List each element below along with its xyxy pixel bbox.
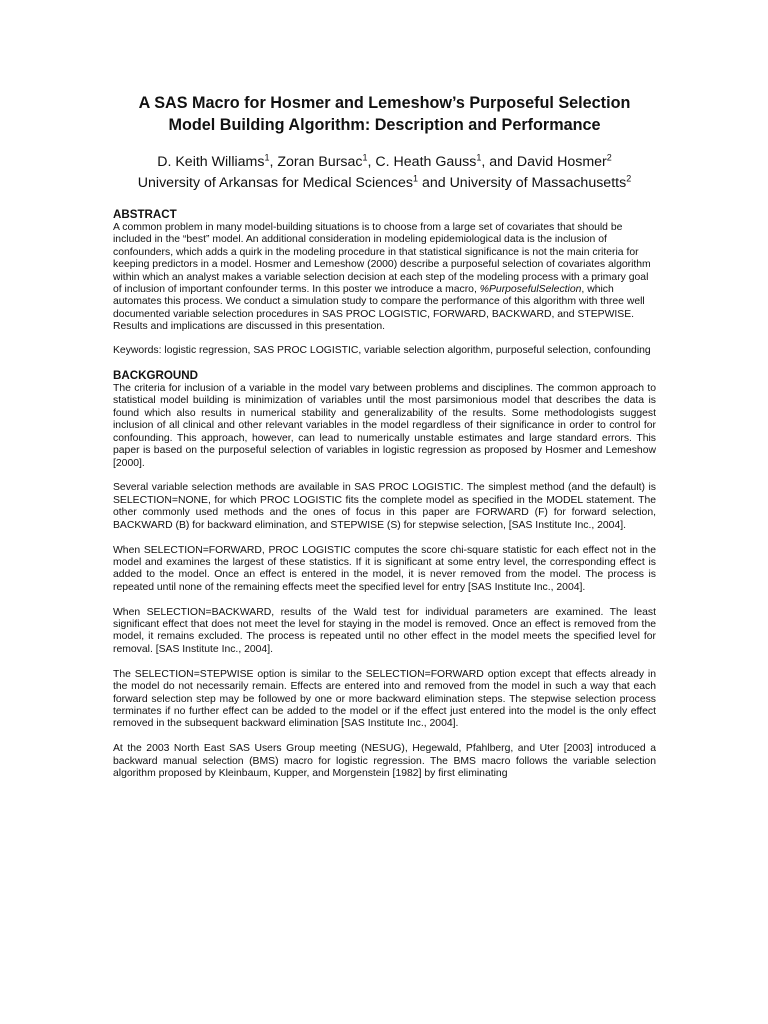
author-separator: , — [367, 154, 376, 170]
affiliation-mark: 1 — [264, 152, 270, 163]
background-paragraph-2: Several variable selection methods are available in SAS PROC LOGISTIC. The simplest method (and the default) is SELECTION=NONE, for which PROC LOGISTIC fits the complete model as specified in the MODEL statement. The other commonly used methods and the ones of focus in this paper are FORWARD (F) for forward selection, BACKWARD (B) for backward elimination, and STEPWISE (S) for stepwise selection, [SAS Institute Inc., 2004]. — [113, 482, 656, 531]
affiliation-list — [113, 173, 656, 194]
author-separator: , and — [481, 154, 517, 170]
affiliation-mark: 1 — [476, 152, 482, 163]
title-line-2: Model Building Algorithm: Description and Performance — [168, 116, 601, 134]
keywords: Keywords: logistic regression, SAS PROC LOGISTIC, variable selection algorithm, purposeful selection, confounding — [113, 344, 651, 356]
background-paragraph-6: At the 2003 North East SAS Users Group meeting (NESUG), Hegewald, Pfahlberg, and Uter [2003] introduced a backward manual selection (BMS) macro for logistic regression. The BMS macro follows the variable selection algorithm proposed by Kleinbaum, Kupper, and Morgenstein [1982] by first eliminating — [113, 743, 656, 780]
background-paragraph-5: The SELECTION=STEPWISE option is similar to the SELECTION=FORWARD option except that effects already in the model do not necessarily remain. Effects are entered into and removed from the model in such a way that each forward selection step may be followed by one or more backward elimination steps. The stepwise selection process terminates if no further effect can be added to the model or if the effect just entered into the model is the only effect removed in the subsequent backward elimination [SAS Institute Inc., 2004]. — [113, 668, 656, 730]
affiliation-mark: 2 — [626, 173, 632, 184]
author-name: Zoran Bursac — [277, 154, 363, 170]
author-name: C. Heath Gauss — [375, 154, 477, 170]
author-separator: , — [269, 154, 278, 170]
abstract-text-part-1: A common problem in many model-building situations is to choose from a large set of covariates that should be included in the “best” model. An additional consideration in modeling epidemiological data is the inclusion of confounders, which adds a quirk in the modeling procedure in that statistical significance is not the main criteria for keeping predictors in a model. Hosmer and Lemeshow (2000) describe a purposeful selection of covariates algorithm within which an analyst makes a variable selection decision at each step of the modeling process with a primary goal of inclusion of important confounder terms. In this poster we introduce a macro, — [113, 222, 651, 296]
affiliation-name: University of Massachusetts — [449, 175, 627, 191]
author-name: David Hosmer — [516, 154, 607, 170]
affiliation-mark: 2 — [606, 152, 612, 163]
background-paragraph-1: The criteria for inclusion of a variable in the model vary between problems and disciplines. The common approach to statistical model building is minimization of variables until the most parsimonious model that describes the data is found which also results in numerical stability and generalizability of the results. Some methodologists suggest inclusion of all clinical and other relevant variables in the model regardless of their significance in order to control for confounding. This approach, however, can lead to numerically unstable estimates and large standard errors. This paper is based on the purposeful selection of variables in logistic regression as proposed by Hosmer and Lemeshow [2000]. — [113, 383, 656, 469]
affiliation-name: University of Arkansas for Medical Sciences — [137, 175, 413, 191]
background-paragraph-3: When SELECTION=FORWARD, PROC LOGISTIC computes the score chi-square statistic for each effect not in the model and examines the largest of these statistics. If it is significant at some entry level, the corresponding effect is added to the model. Once an effect is entered in the model, it is never removed from the model. The process is repeated until none of the remaining effects meet the specified level for entry [SAS Institute Inc., 2004]. — [113, 544, 656, 593]
background-paragraph-4: When SELECTION=BACKWARD, results of the Wald test for individual parameters are examined. The least significant effect that does not meet the level for staying in the model is removed. Once an effect is removed from the model, it remains excluded. The process is repeated until no other effect in the model meets the specified level for removal. [SAS Institute Inc., 2004]. — [113, 606, 656, 655]
background-heading: BACKGROUND — [113, 369, 199, 383]
title-line-1: A SAS Macro for Hosmer and Lemeshow’s Purposeful Selection — [138, 94, 631, 112]
abstract-text — [113, 222, 656, 334]
author-list — [113, 152, 656, 173]
author-block — [113, 152, 656, 194]
affiliation-mark: 1 — [362, 152, 368, 163]
abstract-text-part-2: , which automates this process. We conduct a simulation study to compare the performance of this algorithm with three well documented variable selection procedures in SAS PROC LOGISTIC, FORWARD, BACKWARD, and STEPWISE. Results and implications are discussed in this presentation. — [113, 284, 645, 333]
macro-name: %PurposefulSelection — [479, 284, 582, 296]
abstract-heading: ABSTRACT — [113, 208, 177, 221]
affiliation-mark: 1 — [412, 173, 418, 184]
paper-page — [113, 92, 656, 781]
author-name: D. Keith Williams — [157, 154, 265, 170]
paper-title — [113, 92, 656, 136]
affiliation-separator: and — [418, 175, 450, 191]
